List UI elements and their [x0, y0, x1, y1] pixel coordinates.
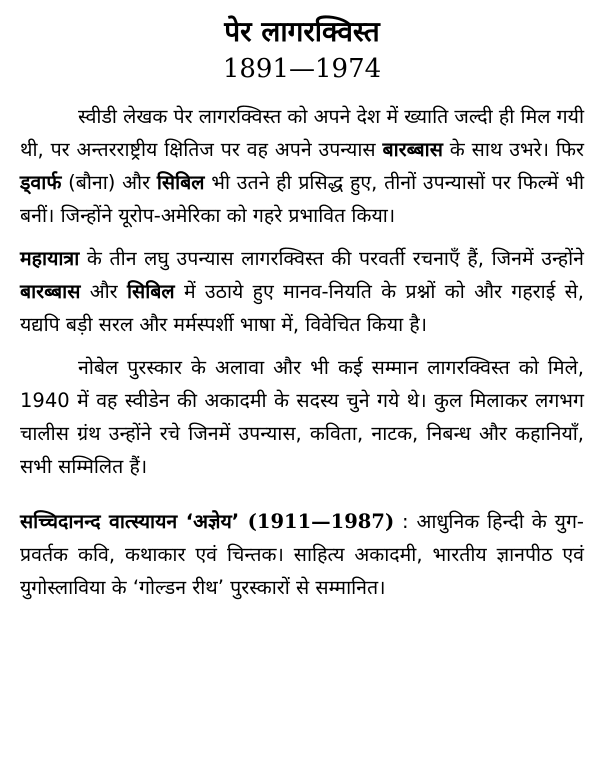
paragraph-honours: नोबेल पुरस्कार के अलावा और भी कई सम्मान लागरक्विस्त को मिले, 1940 में वह स्वीडेन की अकादमी के सदस्य चुने गये थे। कुल मिलाकर लगभग चालीस ग्रंथ उन्होंने रचे जिनमें उपन्यास, कविता, नाटक, निबन्ध और कहानियाँ, सभी सम्मिलित हैं।	[20, 356, 584, 478]
para2-text-c: और	[80, 280, 127, 303]
book-title-barabbas: बारब्बास	[382, 138, 443, 161]
translator-description: : आधुनिक हिन्दी के युग-प्रवर्तक कवि, कथाकार एवं चिन्तक। साहित्य अकादमी, भारतीय ज्ञानपीठ एवं युगोस्लाविया के ‘गोल्डन रीथ’ पुरस्कारों से सम्मानित।	[20, 510, 584, 599]
para1-text-a: स्वीडी लेखक पेर लागरक्विस्त को अपने देश में ख्याति जल्दी ही मिल गयी थी, पर अन्तरराष्ट्रीय क्षितिज पर वह अपने उपन्यास	[20, 105, 584, 161]
translator-name: सच्चिदानन्द वात्स्यायन ‘अज्ञेय’	[20, 510, 240, 533]
author-lifespan: 1891—1974	[222, 54, 382, 84]
book-title-sibyl: सिबिल	[156, 171, 205, 194]
para1-text-e: भी उतने ही प्रसिद्ध हुए, तीनों उपन्यासों पर फिल्में भी बनीं। जिन्होंने यूरोप-अमेरिका को गहरे प्रभावित किया।	[20, 171, 584, 227]
paragraph-intro	[20, 100, 584, 232]
para1-text-c: के साथ उभरे। फिर	[442, 138, 584, 161]
para2-text-a: के तीन लघु उपन्यास लागरक्विस्त की परवर्ती रचनाएँ हैं, जिनमें उन्होंने	[79, 247, 584, 270]
page-title: पेर लागरक्विस्त	[224, 15, 380, 48]
book-title-barabbas-2: बारब्बास	[20, 280, 81, 303]
book-title-dwarf: ड्वार्फ	[20, 171, 62, 194]
translator-note	[20, 505, 584, 604]
translator-lifespan: (1911—1987)	[239, 510, 395, 533]
para1-text-d: (बौना) और	[61, 171, 157, 194]
para2-text-d: में उठाये हुए मानव-नियति के प्रश्नों को और गहराई से, यद्यपि बड़ी सरल और मर्मस्पर्शी भाषा में, विवेचित किया है।	[20, 280, 584, 336]
paragraph-later-works	[20, 242, 584, 341]
book-title-mahayatra: महायात्रा	[20, 247, 80, 270]
book-title-sibyl-2: सिबिल	[126, 280, 175, 303]
